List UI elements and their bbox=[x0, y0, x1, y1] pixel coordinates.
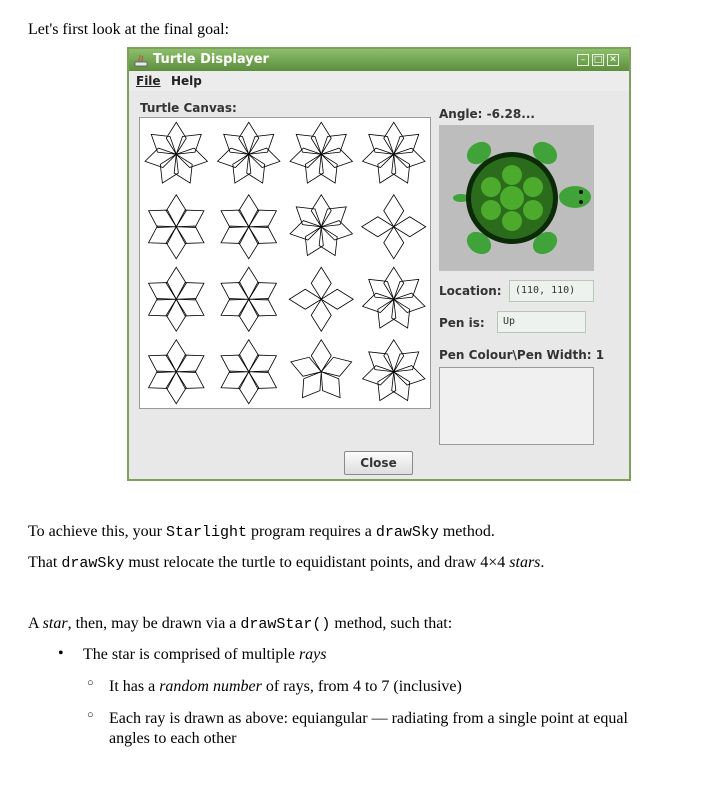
b1-before: The star is comprised of multiple bbox=[83, 646, 299, 663]
star-ray bbox=[249, 226, 277, 243]
pen-colour-swatch bbox=[439, 367, 594, 445]
p1-before: To achieve this, your bbox=[28, 523, 166, 540]
p2-em: stars bbox=[509, 554, 541, 571]
star-ray bbox=[166, 122, 186, 154]
star bbox=[363, 267, 425, 328]
bullet-dot: • bbox=[58, 645, 64, 662]
turtle-preview bbox=[439, 125, 594, 271]
window-titlebar[interactable] bbox=[129, 49, 629, 71]
s2-line1: Each ray is drawn as above: equiangular — radiating from a single point at equal bbox=[109, 710, 628, 727]
menu-file[interactable]: File bbox=[136, 74, 161, 88]
p3-em: star bbox=[42, 615, 68, 632]
star-ray bbox=[166, 340, 186, 372]
p1-code-drawsky: drawSky bbox=[375, 524, 439, 541]
star-ray bbox=[221, 371, 249, 388]
menu-bar bbox=[129, 71, 629, 91]
star bbox=[362, 195, 426, 259]
s1-after: of rays, from 4 to 7 (inclusive) bbox=[261, 678, 462, 695]
p3-code: drawStar() bbox=[240, 616, 331, 633]
star-ray bbox=[149, 283, 177, 300]
window-title: Turtle Displayer bbox=[153, 52, 269, 67]
p1-code-starlight: Starlight bbox=[165, 524, 247, 541]
star-ray bbox=[384, 122, 404, 154]
stars-drawing bbox=[140, 118, 430, 408]
sub-bullet-1 bbox=[109, 677, 462, 697]
star-ray bbox=[249, 283, 277, 300]
star-ray bbox=[249, 371, 277, 388]
pen-field: Up bbox=[497, 311, 586, 333]
java-app-icon bbox=[134, 53, 148, 67]
star-ray bbox=[176, 355, 204, 372]
angle-value: -6.28... bbox=[486, 107, 535, 121]
star-ray bbox=[221, 210, 249, 227]
star-ray bbox=[149, 299, 177, 316]
star bbox=[221, 267, 276, 331]
sub-bullet-dot: ○ bbox=[87, 677, 94, 689]
star-ray bbox=[384, 340, 404, 372]
star bbox=[221, 340, 276, 404]
p3-before: A bbox=[28, 615, 43, 632]
s1-before: It has a bbox=[109, 678, 160, 695]
star-ray bbox=[249, 299, 277, 316]
star bbox=[149, 195, 204, 259]
maximize-icon[interactable]: □ bbox=[593, 55, 603, 65]
p3-after: method, such that: bbox=[330, 615, 453, 632]
star-ray bbox=[249, 355, 277, 372]
p2-before: That bbox=[28, 554, 62, 571]
star-ray bbox=[311, 195, 331, 227]
pen-width-value: 1 bbox=[595, 348, 605, 362]
angle-label bbox=[439, 107, 535, 121]
star bbox=[290, 122, 352, 183]
location-field: (110, 110) bbox=[509, 280, 594, 302]
star-ray bbox=[221, 355, 249, 372]
star-ray bbox=[249, 210, 277, 227]
star bbox=[221, 195, 276, 259]
canvas-label: Turtle Canvas: bbox=[140, 101, 237, 115]
star-ray bbox=[221, 283, 249, 300]
s2-line2: angles to each other bbox=[109, 730, 237, 747]
star bbox=[363, 340, 425, 401]
close-icon[interactable]: ✕ bbox=[607, 54, 619, 66]
location-label: Location: bbox=[439, 284, 502, 298]
star-ray bbox=[311, 122, 331, 154]
star-ray bbox=[221, 226, 249, 243]
pen-colour-label-text: Pen Colour\Pen Width: bbox=[439, 348, 592, 362]
star-ray bbox=[176, 226, 204, 243]
turtle-canvas[interactable] bbox=[139, 117, 431, 409]
star bbox=[218, 122, 280, 183]
star-ray bbox=[176, 371, 204, 388]
star-ray bbox=[239, 340, 259, 372]
star bbox=[149, 267, 204, 331]
star bbox=[290, 195, 352, 256]
star-ray bbox=[176, 299, 204, 316]
star-ray bbox=[166, 372, 186, 404]
close-button[interactable]: Close bbox=[344, 451, 413, 475]
star-ray bbox=[221, 299, 249, 316]
star bbox=[291, 340, 352, 398]
star-ray bbox=[149, 210, 177, 227]
star-ray bbox=[239, 195, 259, 227]
star-ray bbox=[166, 299, 186, 331]
star-ray bbox=[311, 340, 331, 372]
b1-em: rays bbox=[298, 646, 327, 663]
angle-label-text: Angle: bbox=[439, 107, 483, 121]
star-ray bbox=[239, 227, 259, 259]
star-ray bbox=[384, 267, 404, 299]
star bbox=[145, 122, 207, 183]
p2-middle: must relocate the turtle to equidistant points, and draw 4×4 bbox=[124, 554, 510, 571]
star bbox=[363, 122, 425, 183]
p1-after: method. bbox=[438, 523, 495, 540]
minimize-icon[interactable]: – bbox=[577, 54, 589, 66]
star-ray bbox=[176, 283, 204, 300]
p3-middle: , then, may be drawn via a bbox=[67, 615, 241, 632]
star-ray bbox=[166, 267, 186, 299]
p2-code: drawSky bbox=[61, 555, 125, 572]
star-ray bbox=[149, 355, 177, 372]
star-ray bbox=[166, 227, 186, 259]
p1-middle: program requires a bbox=[246, 523, 376, 540]
star-ray bbox=[149, 226, 177, 243]
sub-bullet-2 bbox=[109, 709, 628, 749]
star-ray bbox=[239, 122, 259, 154]
star-ray bbox=[166, 195, 186, 227]
star bbox=[149, 340, 204, 404]
turtle-icon bbox=[439, 125, 594, 271]
paragraph-2 bbox=[28, 553, 544, 574]
star-ray bbox=[176, 210, 204, 227]
star-ray bbox=[239, 372, 259, 404]
paragraph-1 bbox=[28, 522, 495, 543]
star bbox=[289, 267, 353, 331]
sub-bullet-dot: ○ bbox=[87, 709, 94, 721]
pen-colour-label bbox=[439, 348, 604, 362]
turtle-displayer-window bbox=[127, 47, 631, 481]
star-ray bbox=[149, 371, 177, 388]
intro-text: Let's first look at the final goal: bbox=[28, 21, 230, 38]
paragraph-3 bbox=[28, 614, 452, 635]
menu-help[interactable]: Help bbox=[171, 74, 202, 88]
s1-em: random number bbox=[159, 678, 262, 695]
star-ray bbox=[239, 299, 259, 331]
star-ray bbox=[239, 267, 259, 299]
bullet-1 bbox=[83, 645, 327, 665]
p2-after: . bbox=[540, 554, 545, 571]
pen-label: Pen is: bbox=[439, 316, 485, 330]
